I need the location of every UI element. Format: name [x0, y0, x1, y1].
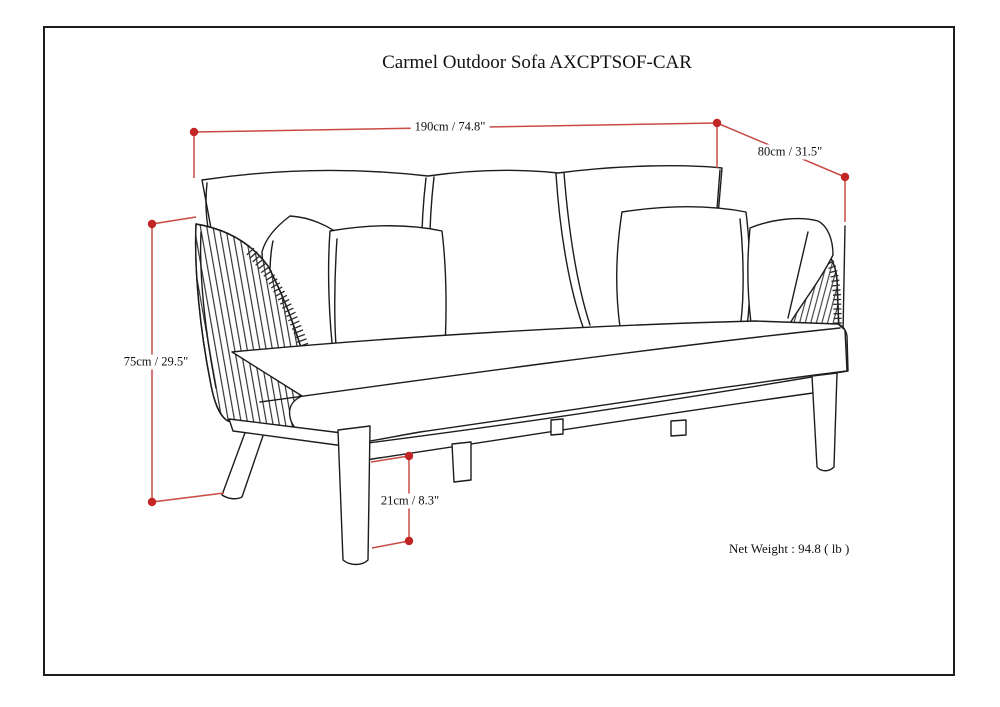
front-left-leg [338, 426, 370, 565]
dimension-label-height: 75cm / 29.5" [120, 355, 192, 370]
dimension-label-seat-height: 21cm / 8.3" [377, 494, 443, 509]
dim-dot [190, 128, 198, 136]
dim-dot [405, 537, 413, 545]
dim-dot [148, 220, 156, 228]
front-right-leg [812, 373, 837, 471]
mid-front-leg [452, 442, 471, 482]
dim-dot [405, 452, 413, 460]
pillow-right-front [617, 207, 750, 331]
dim-height-connector-top [152, 217, 196, 224]
rear-stub-leg-1 [551, 419, 563, 435]
dim-dot [713, 119, 721, 127]
net-weight-label: Net Weight : 94.8 ( lb ) [729, 541, 850, 556]
rear-left-leg [222, 427, 266, 499]
page-title: Carmel Outdoor Sofa AXCPTSOF-CAR [382, 52, 692, 73]
dimension-label-depth: 80cm / 31.5" [754, 145, 826, 160]
dimension-label-width: 190cm / 74.8" [411, 120, 490, 135]
dim-height-connector-bottom [152, 493, 224, 502]
dim-seat-connector-bottom [372, 541, 409, 548]
rear-stub-leg-2 [671, 420, 686, 436]
sofa-art [196, 166, 848, 565]
dim-dot [841, 173, 849, 181]
dim-dot [148, 498, 156, 506]
